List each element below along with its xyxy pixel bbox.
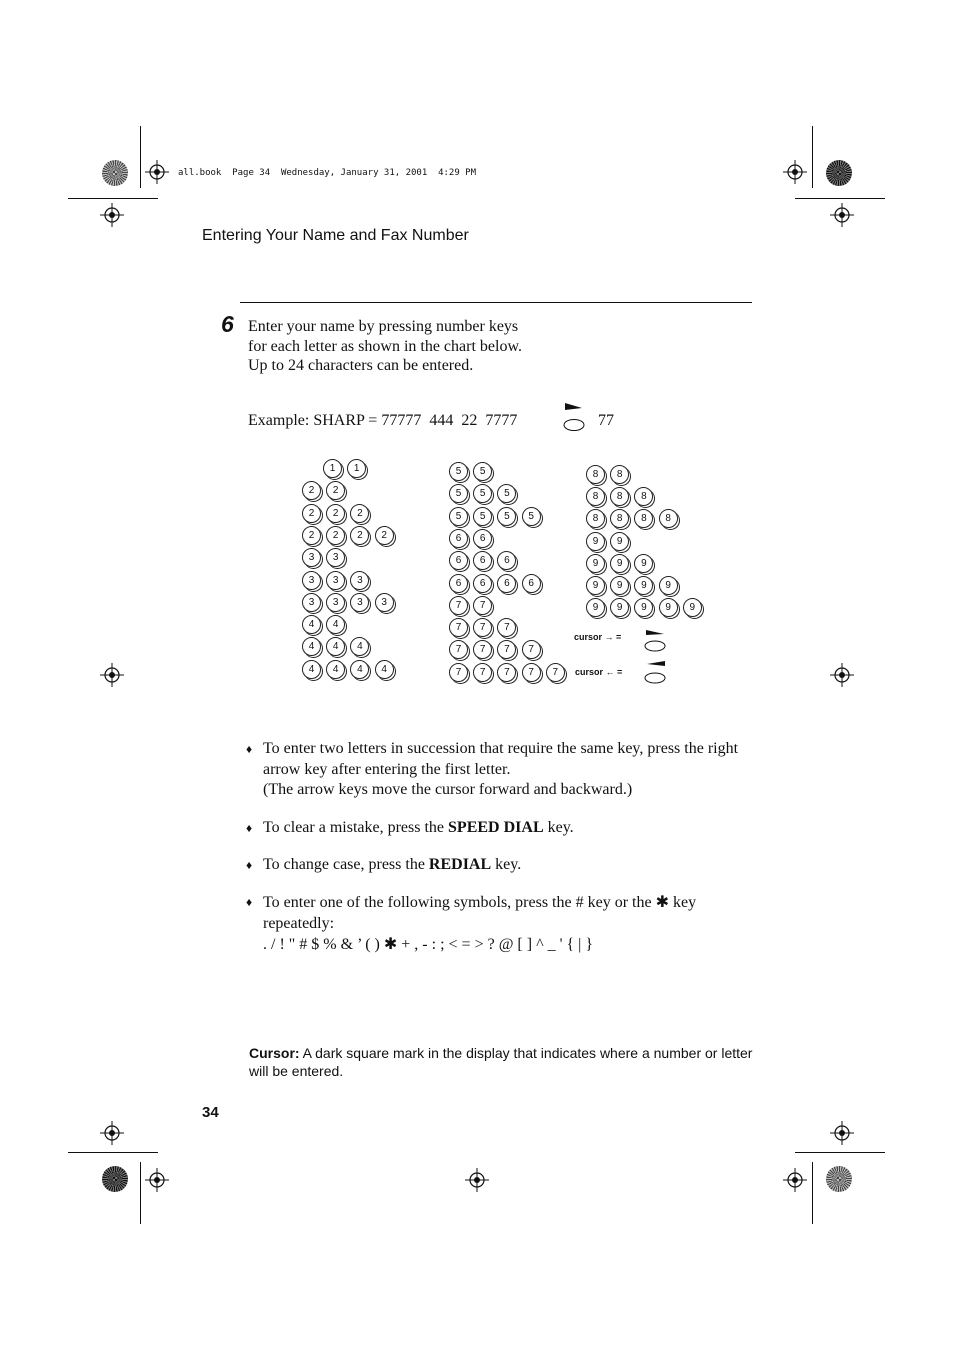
number-key-icon: 7: [522, 640, 541, 659]
number-key-icon: 8: [634, 509, 653, 528]
number-key-icon: 6: [497, 551, 516, 570]
number-key-icon: 4: [375, 660, 394, 679]
cursor-definition: Cursor: A dark square mark in the display that indicates where a number or letter will be entered.: [249, 1045, 753, 1079]
asterisk-key-icon: ✱: [655, 892, 669, 911]
number-key-icon: 8: [659, 509, 678, 528]
registration-mark-icon: [100, 663, 124, 687]
right-arrow-key-icon: [562, 401, 588, 433]
step-instruction: Enter your name by pressing number keys for each letter as shown in the chart below. Up to 24 characters can be entered.: [248, 318, 522, 374]
number-key-icon: 4: [326, 615, 345, 634]
number-key-icon: 9: [634, 598, 653, 617]
cursor-right-key-icon: [643, 629, 669, 655]
number-key-icon: 6: [473, 551, 492, 570]
number-key-icon: 4: [326, 660, 345, 679]
number-key-icon: 9: [659, 598, 678, 617]
cursor-left-label: cursor ← =: [575, 667, 623, 677]
number-key-icon: 8: [610, 509, 629, 528]
registration-mark-icon: [100, 1121, 124, 1145]
asterisk-key-icon: ✱: [383, 934, 398, 953]
registration-mark-icon: [830, 203, 854, 227]
number-key-icon: 9: [610, 554, 629, 573]
page-header: Entering Your Name and Fax Number: [202, 227, 469, 244]
number-key-icon: 2: [302, 526, 321, 545]
number-key-icon: 3: [350, 571, 369, 590]
number-key-icon: 7: [497, 618, 516, 637]
registration-mark-icon: [783, 160, 807, 184]
example-text: Example: SHARP = 77777 444 22 7777: [248, 412, 518, 429]
number-key-icon: 5: [522, 507, 541, 526]
crop-mark: [812, 1162, 813, 1224]
color-rosette-icon: [102, 160, 128, 186]
color-rosette-icon: [826, 1166, 852, 1192]
number-key-icon: 7: [497, 640, 516, 659]
number-key-icon: 9: [683, 598, 702, 617]
bullet-item: ♦ To clear a mistake, press the SPEED DIAL key.: [246, 818, 746, 839]
number-key-icon: 5: [473, 462, 492, 481]
crop-mark: [795, 198, 885, 199]
diamond-bullet-icon: ♦: [246, 821, 253, 835]
number-key-icon: 8: [586, 509, 605, 528]
cursor-right-label: cursor → =: [574, 632, 622, 642]
number-key-icon: 8: [610, 487, 629, 506]
number-key-icon: 2: [302, 504, 321, 523]
number-key-icon: 5: [497, 507, 516, 526]
registration-mark-icon: [465, 1168, 489, 1192]
number-key-icon: 2: [326, 504, 345, 523]
number-key-icon: 2: [350, 526, 369, 545]
number-key-icon: 9: [659, 576, 678, 595]
number-key-icon: 3: [375, 593, 394, 612]
number-key-icon: 4: [302, 615, 321, 634]
number-key-icon: 3: [350, 593, 369, 612]
number-key-icon: 8: [610, 465, 629, 484]
book-info-slug: all.book Page 34 Wednesday, January 31, 2001 4:29 PM: [178, 168, 477, 178]
number-key-icon: 8: [586, 487, 605, 506]
number-key-icon: 6: [497, 574, 516, 593]
number-key-icon: 5: [473, 484, 492, 503]
number-key-icon: 7: [522, 663, 541, 682]
number-key-icon: 2: [326, 526, 345, 545]
number-key-icon: 6: [522, 574, 541, 593]
number-key-icon: 5: [449, 484, 468, 503]
number-key-icon: 9: [610, 598, 629, 617]
page-number: 34: [202, 1104, 219, 1121]
number-key-icon: 3: [302, 571, 321, 590]
number-key-icon: 7: [449, 640, 468, 659]
crop-mark: [795, 1152, 885, 1153]
number-key-icon: 2: [375, 526, 394, 545]
number-key-icon: 9: [610, 576, 629, 595]
diamond-bullet-icon: ♦: [246, 742, 253, 756]
right-arrow-icon: →: [604, 632, 614, 642]
crop-mark: [68, 1152, 158, 1153]
number-key-icon: 5: [497, 484, 516, 503]
number-key-icon: 2: [350, 504, 369, 523]
crop-mark: [140, 1162, 141, 1224]
number-key-icon: 6: [449, 551, 468, 570]
number-key-icon: 1: [347, 459, 366, 478]
number-key-icon: 9: [586, 532, 605, 551]
number-key-icon: 4: [350, 637, 369, 656]
color-rosette-icon: [826, 160, 852, 186]
number-key-icon: 6: [473, 574, 492, 593]
number-key-icon: 4: [326, 637, 345, 656]
number-key-icon: 9: [586, 598, 605, 617]
number-key-icon: 8: [634, 487, 653, 506]
number-key-icon: 7: [449, 596, 468, 615]
bullet-item: ♦ To change case, press the REDIAL key.: [246, 855, 746, 876]
number-key-icon: 6: [449, 529, 468, 548]
number-key-icon: 7: [473, 640, 492, 659]
number-key-icon: 2: [326, 481, 345, 500]
number-key-icon: 3: [302, 593, 321, 612]
number-key-icon: 4: [302, 637, 321, 656]
number-key-icon: 5: [449, 507, 468, 526]
number-key-icon: 9: [634, 576, 653, 595]
diamond-bullet-icon: ♦: [246, 895, 253, 909]
crop-mark: [68, 198, 158, 199]
number-key-icon: 4: [350, 660, 369, 679]
bullet-item: ♦ To enter two letters in succession that require the same key, press the right arrow key after entering the first letter. (The arrow keys move the cursor forward and backward.): [246, 740, 739, 798]
number-key-icon: 6: [449, 574, 468, 593]
registration-mark-icon: [145, 160, 169, 184]
number-key-icon: 1: [323, 459, 342, 478]
number-key-icon: 7: [473, 596, 492, 615]
section-rule: [240, 302, 752, 303]
crop-mark: [140, 126, 141, 188]
number-key-icon: 5: [449, 462, 468, 481]
number-key-icon: 3: [302, 548, 321, 567]
registration-mark-icon: [830, 1121, 854, 1145]
crop-mark: [812, 126, 813, 188]
diamond-bullet-icon: ♦: [246, 858, 253, 872]
example-tail: 77: [598, 412, 614, 429]
number-key-icon: 7: [473, 618, 492, 637]
number-key-icon: 3: [326, 593, 345, 612]
bullet-item: ♦ To enter one of the following symbols, press the # key or the ✱ key repeatedly: . / ! " # $ % & ’ ( ) ✱ + , - : ; < = > ? @ [ ] ^ _ ' { | }: [246, 892, 697, 953]
number-key-icon: 2: [302, 481, 321, 500]
color-rosette-icon: [102, 1166, 128, 1192]
number-key-icon: 9: [586, 576, 605, 595]
number-key-icon: 9: [634, 554, 653, 573]
cursor-left-key-icon: [643, 660, 669, 686]
number-key-icon: 4: [302, 660, 321, 679]
number-key-icon: 7: [449, 618, 468, 637]
number-key-icon: 9: [586, 554, 605, 573]
registration-mark-icon: [830, 663, 854, 687]
number-key-icon: 9: [610, 532, 629, 551]
number-key-icon: 3: [326, 548, 345, 567]
registration-mark-icon: [783, 1168, 807, 1192]
number-key-icon: 7: [546, 663, 565, 682]
number-key-icon: 7: [449, 663, 468, 682]
number-key-icon: 5: [473, 507, 492, 526]
registration-mark-icon: [100, 203, 124, 227]
number-key-icon: 7: [497, 663, 516, 682]
number-key-icon: 7: [473, 663, 492, 682]
number-key-icon: 6: [473, 529, 492, 548]
left-arrow-icon: ←: [605, 667, 615, 677]
registration-mark-icon: [145, 1168, 169, 1192]
number-key-icon: 3: [326, 571, 345, 590]
number-key-icon: 8: [586, 465, 605, 484]
step-number: 6: [221, 311, 234, 337]
